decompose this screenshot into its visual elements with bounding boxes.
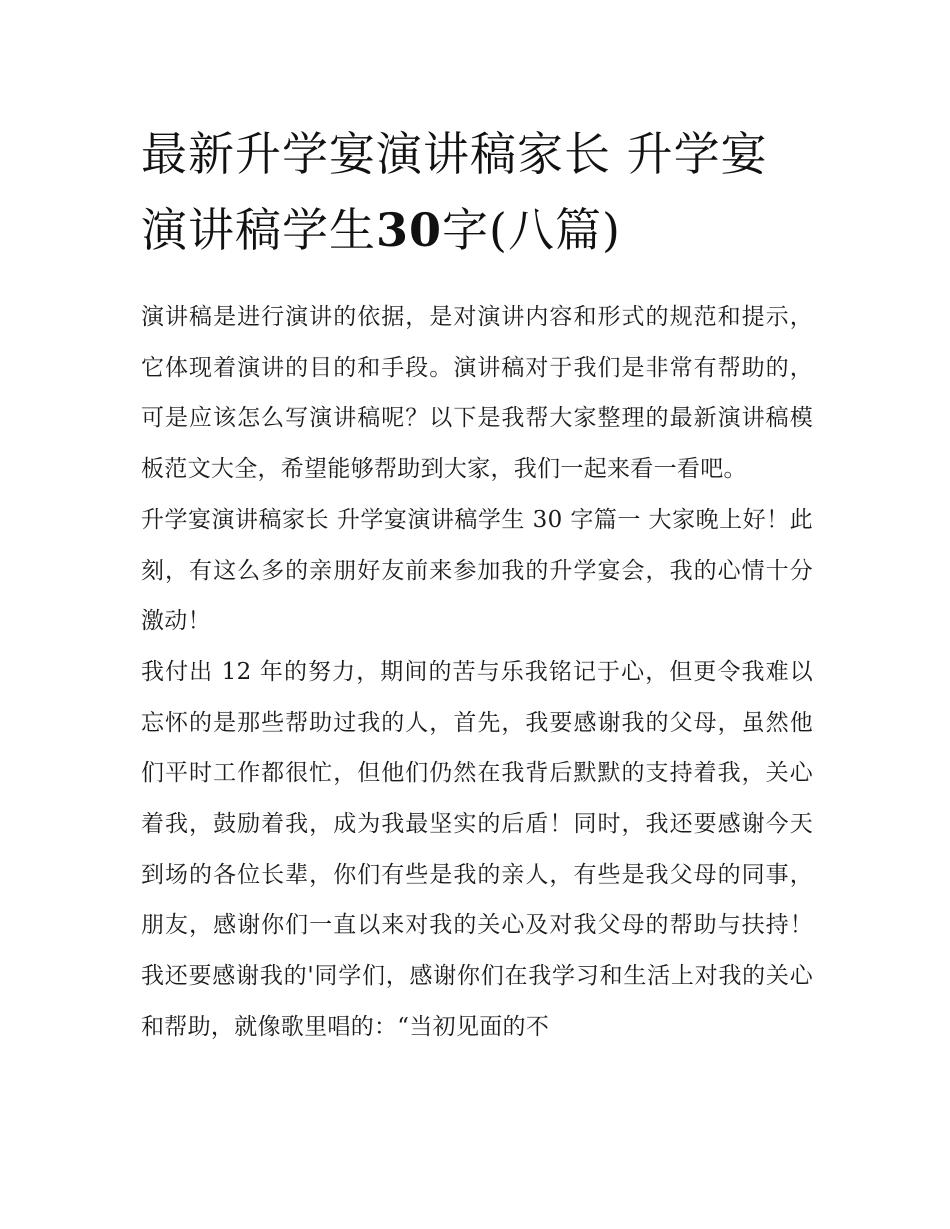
paragraph-intro: 演讲稿是进行演讲的依据，是对演讲内容和形式的规范和提示，它体现着演讲的目的和手段。演讲稿对于我们是非常有帮助的，可是应该怎么写演讲稿呢？以下是我帮大家整理的最新演讲稿模板范文大全，希望能够帮助到大家，我们一起来看一看吧。 [141,304,813,483]
title-text-part2: 字(八篇) [442,203,621,257]
document-title [141,116,813,268]
paragraph-thanks: 我付出 12 年的努力，期间的苦与乐我铭记于心，但更令我难以忘怀的是那些帮助过我的人，首先，我要感谢我的父母，虽然他们平时工作都很忙，但他们仍然在我背后默默的支持着我，关心着我，鼓励着我，成为我最坚实的后盾！同时，我还要感谢今天到场的各位长辈，你们有些是我的亲人，有些是我父母的同事，朋友，感谢你们一直以来对我的关心及对我父母的帮助与扶持！我还要感谢我的'同学们，感谢你们在我学习和生活上对我的关心和帮助，就像歌里唱的：“当初见面的不 [141,658,813,1040]
document-body [141,292,813,1053]
title-number: 30 [376,203,443,257]
paragraph-greeting: 升学宴演讲稿家长 升学宴演讲稿学生 30 字篇一 大家晚上好！此刻，有这么多的亲朋好友前来参加我的升学宴会，我的心情十分激动！ [141,506,813,635]
document-content [141,116,813,1053]
title-text-part1: 最新升学宴演讲稿家长 升学宴演讲稿学生 [141,127,768,257]
